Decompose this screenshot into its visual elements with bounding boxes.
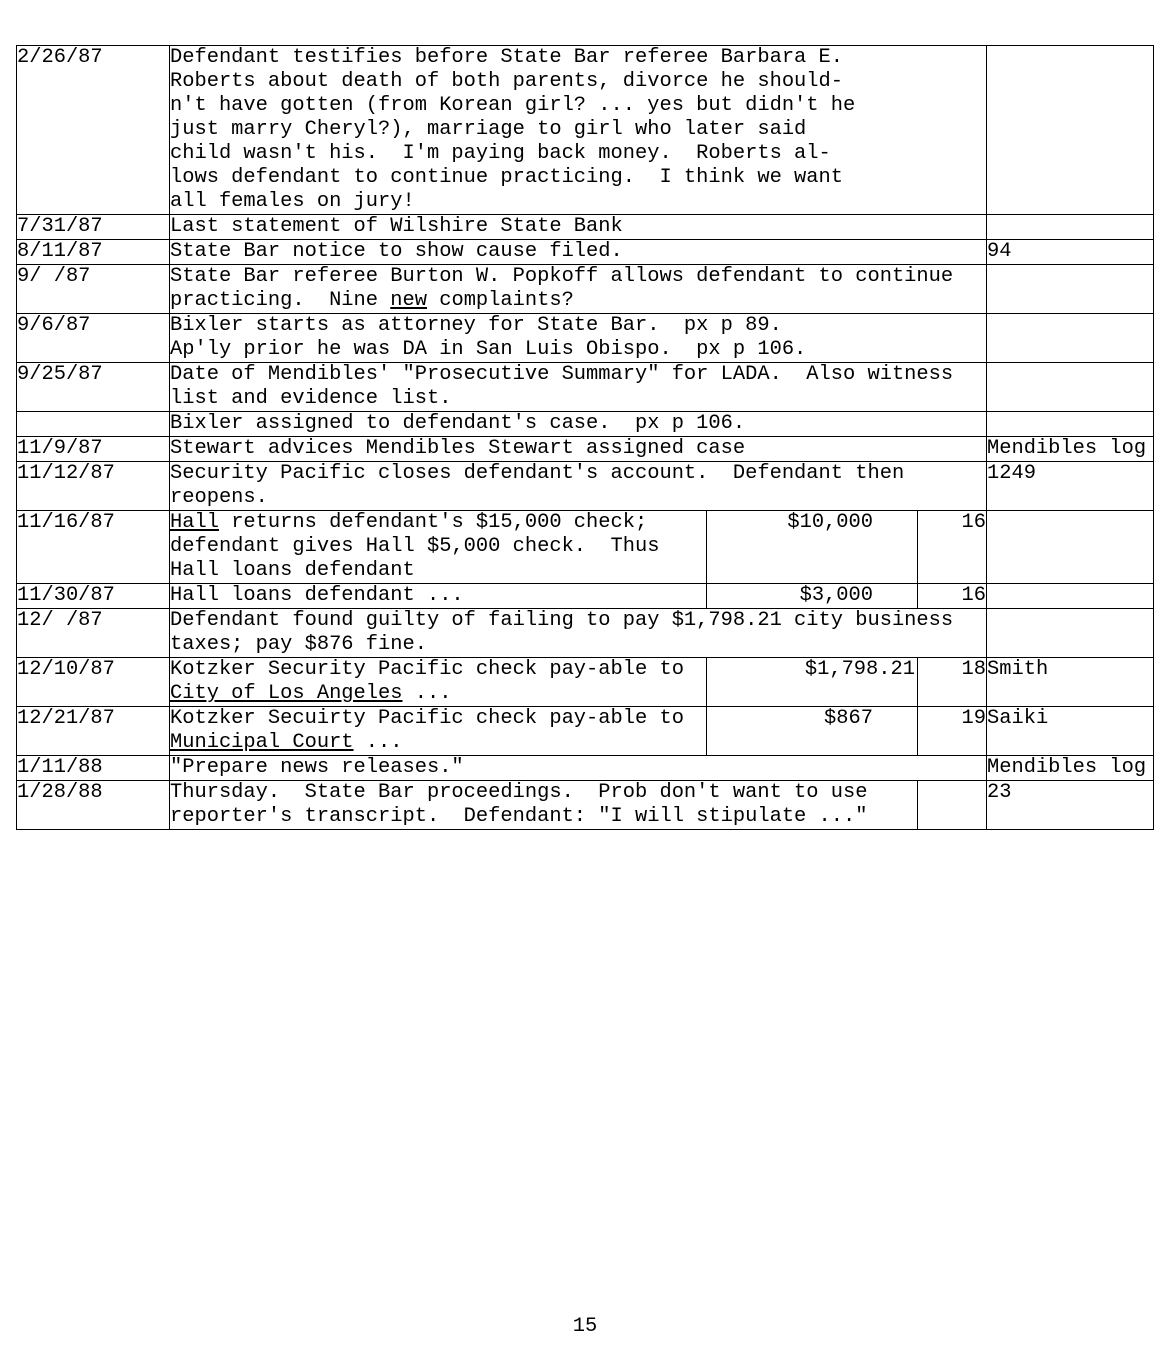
page-cell [918,781,987,830]
table-row [17,781,1154,830]
description-cell: Defendant found guilty of failing to pay $1,798.21 city business taxes; pay $876 fine. [170,609,987,658]
table-row [17,314,1154,363]
description-cell: Defendant testifies before State Bar referee Barbara E. Roberts about death of both parents, divorce he should- n't have gotten (from Korean girl? ... yes but didn't he just marry Cheryl?), marriage to girl who later said child wasn't his. I'm paying back money. Roberts al- lows defendant to continue practicing. I think we want all females on jury! [170,46,987,215]
table-row [17,756,1154,781]
reference-cell: Saiki [987,707,1154,756]
reference-cell: 23 [987,781,1154,830]
date-cell: 9/6/87 [17,314,170,363]
description-cell: Date of Mendibles' "Prosecutive Summary" for LADA. Also witness list and evidence list. [170,363,987,412]
date-cell: 9/ /87 [17,265,170,314]
description-cell: Thursday. State Bar proceedings. Prob don't want to use reporter's transcript. Defendant: "I will stipulate ..." [170,781,918,830]
description-cell: Hall returns defendant's $15,000 check; defendant gives Hall $5,000 check. Thus Hall loans defendant [170,511,707,584]
reference-cell: 1249 [987,462,1154,511]
amount-cell: $1,798.21 [707,658,918,707]
description-cell: Hall loans defendant ... [170,584,707,609]
table-row [17,658,1154,707]
page-number: 15 [572,1315,598,1338]
date-cell [17,412,170,437]
date-cell: 2/26/87 [17,46,170,215]
description-cell: State Bar referee Burton W. Popkoff allows defendant to continue practicing. Nine new complaints? [170,265,987,314]
table-row [17,437,1154,462]
table-row [17,511,1154,584]
description-cell: Kotzker Secuirty Pacific check pay-able to Municipal Court ... [170,707,707,756]
date-cell: 11/16/87 [17,511,170,584]
date-cell: 11/30/87 [17,584,170,609]
description-cell: Last statement of Wilshire State Bank [170,215,987,240]
chronology-table [16,45,1154,830]
date-cell: 11/12/87 [17,462,170,511]
date-cell: 8/11/87 [17,240,170,265]
description-cell: Kotzker Security Pacific check pay-able to City of Los Angeles ... [170,658,707,707]
date-cell: 11/9/87 [17,437,170,462]
page-cell: 19 [918,707,987,756]
table-row [17,412,1154,437]
table-row [17,363,1154,412]
reference-cell [987,215,1154,240]
reference-cell: Mendibles log [987,756,1154,781]
date-cell: 12/21/87 [17,707,170,756]
underlined-text: Municipal Court [170,731,354,754]
date-cell: 12/10/87 [17,658,170,707]
date-cell: 9/25/87 [17,363,170,412]
reference-cell: Mendibles log [987,437,1154,462]
reference-cell [987,363,1154,412]
description-cell: Bixler starts as attorney for State Bar. px p 89. Ap'ly prior he was DA in San Luis Obispo. px p 106. [170,314,987,363]
reference-cell [987,511,1154,584]
page-cell: 16 [918,584,987,609]
table-row [17,609,1154,658]
reference-cell [987,265,1154,314]
description-cell: Security Pacific closes defendant's account. Defendant then reopens. [170,462,987,511]
description-cell: Bixler assigned to defendant's case. px p 106. [170,412,987,437]
date-cell: 1/28/88 [17,781,170,830]
reference-cell [987,46,1154,215]
table-row [17,584,1154,609]
underlined-text: Hall [170,511,219,534]
reference-cell: 94 [987,240,1154,265]
reference-cell [987,609,1154,658]
table-row [17,215,1154,240]
description-cell: State Bar notice to show cause filed. [170,240,987,265]
table-row [17,707,1154,756]
table-row [17,265,1154,314]
description-cell: "Prepare news releases." [170,756,987,781]
reference-cell [987,584,1154,609]
page-cell: 18 [918,658,987,707]
reference-cell [987,412,1154,437]
reference-cell [987,314,1154,363]
table-row [17,240,1154,265]
table-row [17,462,1154,511]
reference-cell: Smith [987,658,1154,707]
date-cell: 12/ /87 [17,609,170,658]
underlined-text: new [390,289,427,312]
page-cell: 16 [918,511,987,584]
date-cell: 7/31/87 [17,215,170,240]
table-row [17,46,1154,215]
amount-cell: $867 [707,707,918,756]
underlined-text: City of Los Angeles [170,682,403,705]
date-cell: 1/11/88 [17,756,170,781]
amount-cell: $10,000 [707,511,918,584]
amount-cell: $3,000 [707,584,918,609]
description-cell: Stewart advices Mendibles Stewart assigned case [170,437,987,462]
